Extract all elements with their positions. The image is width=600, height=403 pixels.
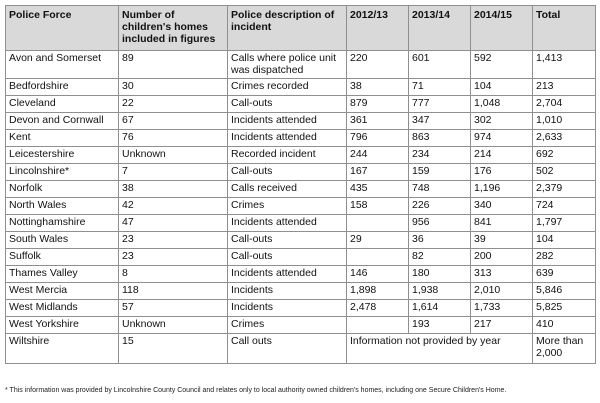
cell-homes: 47 — [119, 215, 228, 232]
cell-2013-14: 180 — [409, 266, 471, 283]
table-row — [6, 164, 596, 181]
header-homes-count: Number of children's homes included in figures — [119, 6, 228, 51]
cell-total: 5,846 — [533, 283, 596, 300]
table-row — [6, 215, 596, 232]
cell-description: Incidents attended — [228, 113, 347, 130]
cell-2012-13 — [347, 249, 409, 266]
cell-2013-14: 863 — [409, 130, 471, 147]
table-row-wiltshire — [6, 334, 596, 364]
cell-force: Avon and Somerset — [6, 51, 119, 79]
cell-2012-13: 167 — [347, 164, 409, 181]
cell-total: 2,704 — [533, 96, 596, 113]
cell-2013-14: 1,938 — [409, 283, 471, 300]
cell-2013-14: 159 — [409, 164, 471, 181]
header-total: Total — [533, 6, 596, 51]
cell-2012-13: 435 — [347, 181, 409, 198]
header-2012-13: 2012/13 — [347, 6, 409, 51]
cell-total: 1,010 — [533, 113, 596, 130]
cell-total: 1,413 — [533, 51, 596, 79]
cell-homes: 67 — [119, 113, 228, 130]
cell-force: Norfolk — [6, 181, 119, 198]
table-row — [6, 317, 596, 334]
cell-2014-15: 200 — [471, 249, 533, 266]
cell-2013-14: 234 — [409, 147, 471, 164]
cell-force: Cleveland — [6, 96, 119, 113]
cell-2013-14: 347 — [409, 113, 471, 130]
cell-2013-14: 71 — [409, 79, 471, 96]
cell-2014-15: 2,010 — [471, 283, 533, 300]
table-header — [6, 6, 596, 51]
cell-force: Wiltshire — [6, 334, 119, 364]
cell-description: Calls where police unit was dispatched — [228, 51, 347, 79]
cell-2013-14: 777 — [409, 96, 471, 113]
cell-description: Incidents — [228, 300, 347, 317]
cell-2014-15: 592 — [471, 51, 533, 79]
footnote: * This information was provided by Lincolnshire County Council and relates only to local authority owned children's homes, including one Secure Children's Home. — [5, 387, 507, 394]
cell-homes: Unknown — [119, 317, 228, 334]
cell-total: 282 — [533, 249, 596, 266]
cell-2014-15: 1,196 — [471, 181, 533, 198]
table-row — [6, 249, 596, 266]
cell-description: Calls received — [228, 181, 347, 198]
cell-2012-13: 158 — [347, 198, 409, 215]
cell-total: 410 — [533, 317, 596, 334]
cell-2013-14: 601 — [409, 51, 471, 79]
cell-total: 724 — [533, 198, 596, 215]
cell-2012-13: 29 — [347, 232, 409, 249]
cell-description: Recorded incident — [228, 147, 347, 164]
cell-total: 5,825 — [533, 300, 596, 317]
cell-description: Call-outs — [228, 164, 347, 181]
header-2013-14: 2013/14 — [409, 6, 471, 51]
cell-description: Crimes — [228, 198, 347, 215]
cell-2012-13: 38 — [347, 79, 409, 96]
cell-2012-13: 146 — [347, 266, 409, 283]
table-row — [6, 232, 596, 249]
cell-description: Call-outs — [228, 232, 347, 249]
cell-2012-13: 879 — [347, 96, 409, 113]
cell-homes: Unknown — [119, 147, 228, 164]
cell-total: 502 — [533, 164, 596, 181]
table-row — [6, 198, 596, 215]
table-row — [6, 79, 596, 96]
cell-2012-13: 220 — [347, 51, 409, 79]
cell-description: Call-outs — [228, 96, 347, 113]
cell-2014-15: 974 — [471, 130, 533, 147]
cell-force: South Wales — [6, 232, 119, 249]
cell-force: West Yorkshire — [6, 317, 119, 334]
cell-2013-14: 82 — [409, 249, 471, 266]
table-row — [6, 51, 596, 79]
cell-force: Suffolk — [6, 249, 119, 266]
cell-force: Devon and Cornwall — [6, 113, 119, 130]
police-incidents-table — [5, 5, 596, 364]
cell-homes: 118 — [119, 283, 228, 300]
table-row — [6, 113, 596, 130]
cell-description: Incidents attended — [228, 130, 347, 147]
cell-2014-15: 1,048 — [471, 96, 533, 113]
cell-description: Crimes recorded — [228, 79, 347, 96]
cell-total: 692 — [533, 147, 596, 164]
cell-total: 1,797 — [533, 215, 596, 232]
header-2014-15: 2014/15 — [471, 6, 533, 51]
header-incident-description: Police description of incident — [228, 6, 347, 51]
cell-force: Leicestershire — [6, 147, 119, 164]
table-body — [6, 51, 596, 364]
cell-description: Call outs — [228, 334, 347, 364]
cell-2012-13: 2,478 — [347, 300, 409, 317]
cell-force: West Mercia — [6, 283, 119, 300]
cell-homes: 57 — [119, 300, 228, 317]
cell-homes: 7 — [119, 164, 228, 181]
cell-force: North Wales — [6, 198, 119, 215]
cell-2014-15: 302 — [471, 113, 533, 130]
cell-2014-15: 217 — [471, 317, 533, 334]
cell-2014-15: 313 — [471, 266, 533, 283]
cell-2014-15: 39 — [471, 232, 533, 249]
cell-2014-15: 214 — [471, 147, 533, 164]
cell-homes: 23 — [119, 232, 228, 249]
cell-2013-14: 1,614 — [409, 300, 471, 317]
header-row — [6, 6, 596, 51]
cell-homes: 22 — [119, 96, 228, 113]
table-row — [6, 130, 596, 147]
cell-2012-13: 244 — [347, 147, 409, 164]
table-row — [6, 300, 596, 317]
table-row — [6, 266, 596, 283]
cell-2012-13: 796 — [347, 130, 409, 147]
cell-2013-14: 36 — [409, 232, 471, 249]
cell-homes: 8 — [119, 266, 228, 283]
cell-description: Incidents attended — [228, 266, 347, 283]
cell-homes: 89 — [119, 51, 228, 79]
cell-total: More than 2,000 — [533, 334, 596, 364]
cell-total: 213 — [533, 79, 596, 96]
cell-force: Lincolnshire* — [6, 164, 119, 181]
cell-description: Incidents attended — [228, 215, 347, 232]
cell-homes: 76 — [119, 130, 228, 147]
cell-description: Call-outs — [228, 249, 347, 266]
cell-2014-15: 104 — [471, 79, 533, 96]
cell-2014-15: 176 — [471, 164, 533, 181]
cell-2012-13: 1,898 — [347, 283, 409, 300]
cell-total: 2,379 — [533, 181, 596, 198]
cell-2013-14: 226 — [409, 198, 471, 215]
cell-homes: 42 — [119, 198, 228, 215]
cell-2014-15: 841 — [471, 215, 533, 232]
cell-info-note: Information not provided by year — [347, 334, 533, 364]
cell-2013-14: 956 — [409, 215, 471, 232]
cell-total: 639 — [533, 266, 596, 283]
table-row — [6, 147, 596, 164]
cell-2014-15: 1,733 — [471, 300, 533, 317]
header-police-force: Police Force — [6, 6, 119, 51]
cell-homes: 23 — [119, 249, 228, 266]
cell-force: Nottinghamshire — [6, 215, 119, 232]
cell-2014-15: 340 — [471, 198, 533, 215]
cell-description: Incidents — [228, 283, 347, 300]
cell-2012-13: 361 — [347, 113, 409, 130]
cell-force: Bedfordshire — [6, 79, 119, 96]
cell-homes: 38 — [119, 181, 228, 198]
cell-force: West Midlands — [6, 300, 119, 317]
table-row — [6, 96, 596, 113]
cell-description: Crimes — [228, 317, 347, 334]
cell-homes: 15 — [119, 334, 228, 364]
cell-homes: 30 — [119, 79, 228, 96]
cell-2012-13 — [347, 215, 409, 232]
cell-total: 2,633 — [533, 130, 596, 147]
cell-force: Kent — [6, 130, 119, 147]
cell-2013-14: 193 — [409, 317, 471, 334]
table-row — [6, 181, 596, 198]
cell-2012-13 — [347, 317, 409, 334]
cell-2013-14: 748 — [409, 181, 471, 198]
table-row — [6, 283, 596, 300]
cell-total: 104 — [533, 232, 596, 249]
cell-force: Thames Valley — [6, 266, 119, 283]
document — [5, 5, 595, 364]
